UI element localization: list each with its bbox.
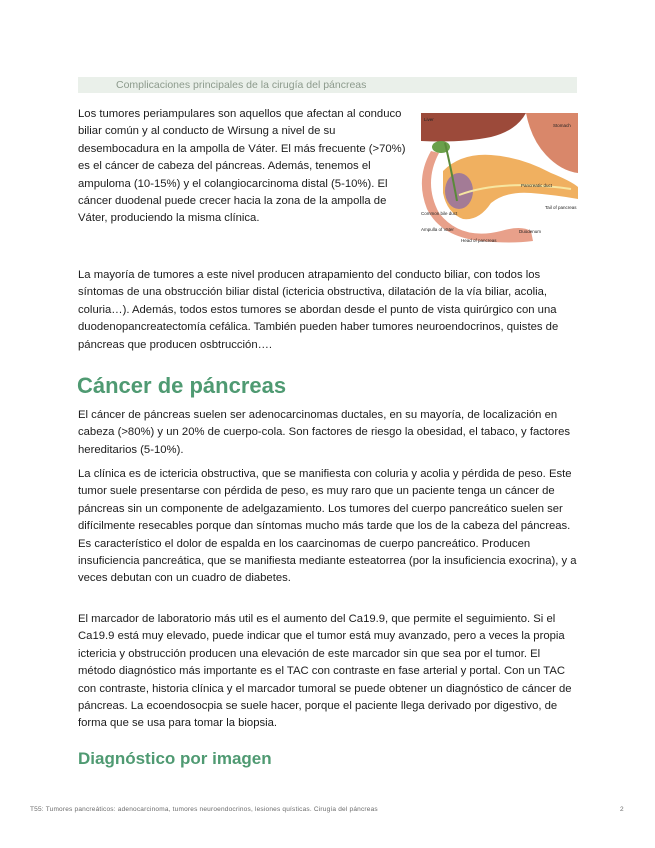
pancreas-anatomy-figure xyxy=(421,113,578,244)
heading-diagnostico-imagen: Diagnóstico por imagen xyxy=(78,749,272,768)
fig-label-head: Head of pancreas xyxy=(461,238,497,243)
fig-label-ampulla: Ampulla of Vater xyxy=(421,227,454,232)
fig-label-pancreatic-duct: Pancreatic duct xyxy=(521,183,553,188)
intro-paragraph: Los tumores periampulares son aquellos que afectan al conduco biliar común y al conducto de Wirsung a nivel de su desembocadura en la ampolla de Váter. El más frecuente (>70%) es el cáncer de cabeza del páncreas. Además, tenemos el ampuloma (10-15%) y el colangiocarcinoma distal (5-10%). El cáncer duodenal puede crecer hacia la zona de la ampolla de Váter, produciendo la misma clínica. xyxy=(78,108,406,225)
footer-text: T55: Tumores pancreáticos: adenocarcinoma, tumores neuroendocrinos, lesiones quísticas. Cirugía del páncreas xyxy=(30,806,378,813)
section-header-title: Complicaciones principales de la cirugía del páncreas xyxy=(116,79,367,91)
fig-label-common-bile-duct: Common bile duct xyxy=(421,211,458,216)
fig-label-liver: Liver xyxy=(424,117,434,122)
cancer-paragraph-1: El cáncer de páncreas suelen ser adenocarcinomas ductales, en su mayoría, de localización en cabeza (>80%) y un 20% de cuerpo-cola. Son factores de riesgo la obesidad, el tabaco, y factores hereditarios (5-10%). xyxy=(78,409,571,456)
cancer-paragraph-3: El marcador de laboratorio más util es el aumento del Ca19.9, que permite el seguimiento. Si el Ca19.9 está muy elevado, puede indicar que el tumor está muy avanzado, pero a veces la propia ictericia y obstrucción producen una elevación de este marcador sin que sea por el tumor. El método diagnóstico más importante es el TAC con contraste en fase arterial y portal. Con un TAC con contraste, historia clínica y el marcador tumoral se puede obtener un diagnóstico de cáncer de páncreas. La ecoendosocpia se suele hacer, porque el paciente llega derivado por digestivo, de forma que se usa para tomar la biopsia. xyxy=(78,613,572,730)
page-number: 2 xyxy=(620,806,624,813)
fig-label-stomach: Stomach xyxy=(553,123,571,128)
fig-label-duodenum: Duodenum xyxy=(519,229,542,234)
cancer-paragraph-2: La clínica es de ictericia obstructiva, que se manifiesta con coluria y acolia y pérdida de peso. Este tumor suele presentarse con pérdida de peso, es muy raro que un paciente tenga un cáncer de páncreas sin un componente de adelgazamiento. Los tumores del cuerpo pancreático suelen ser difícilmente resecables porque dan síntomas mucho más tarde que los de la cabeza del páncreas. Es característico el dolor de espalda en los caarcinomas de cuerpo pancreático. Producen insuficiencia pancreática, que se manifiesta mediante esteatorrea (por la insuficiencia exocrina), y a veces debutan con un cuadro de diabetes. xyxy=(78,468,577,585)
section-header xyxy=(78,77,577,93)
fig-label-tail: Tail of pancreas xyxy=(545,205,577,210)
periampular-paragraph: La mayoría de tumores a este nivel producen atrapamiento del conducto biliar, con todos los síntomas de una obstrucción biliar distal (ictericia obstructiva, dilatación de la vía biliar, acolia, coluria…). Además, todos estos tumores se abordan desde el punto de vista quirúrgico con una duodenopancreatectomía cefálica. También pueden haber tumores neuroendocrinos, quistes de páncreas que producen osbtrucción…. xyxy=(78,269,559,351)
heading-cancer-pancreas: Cáncer de páncreas xyxy=(77,373,287,398)
